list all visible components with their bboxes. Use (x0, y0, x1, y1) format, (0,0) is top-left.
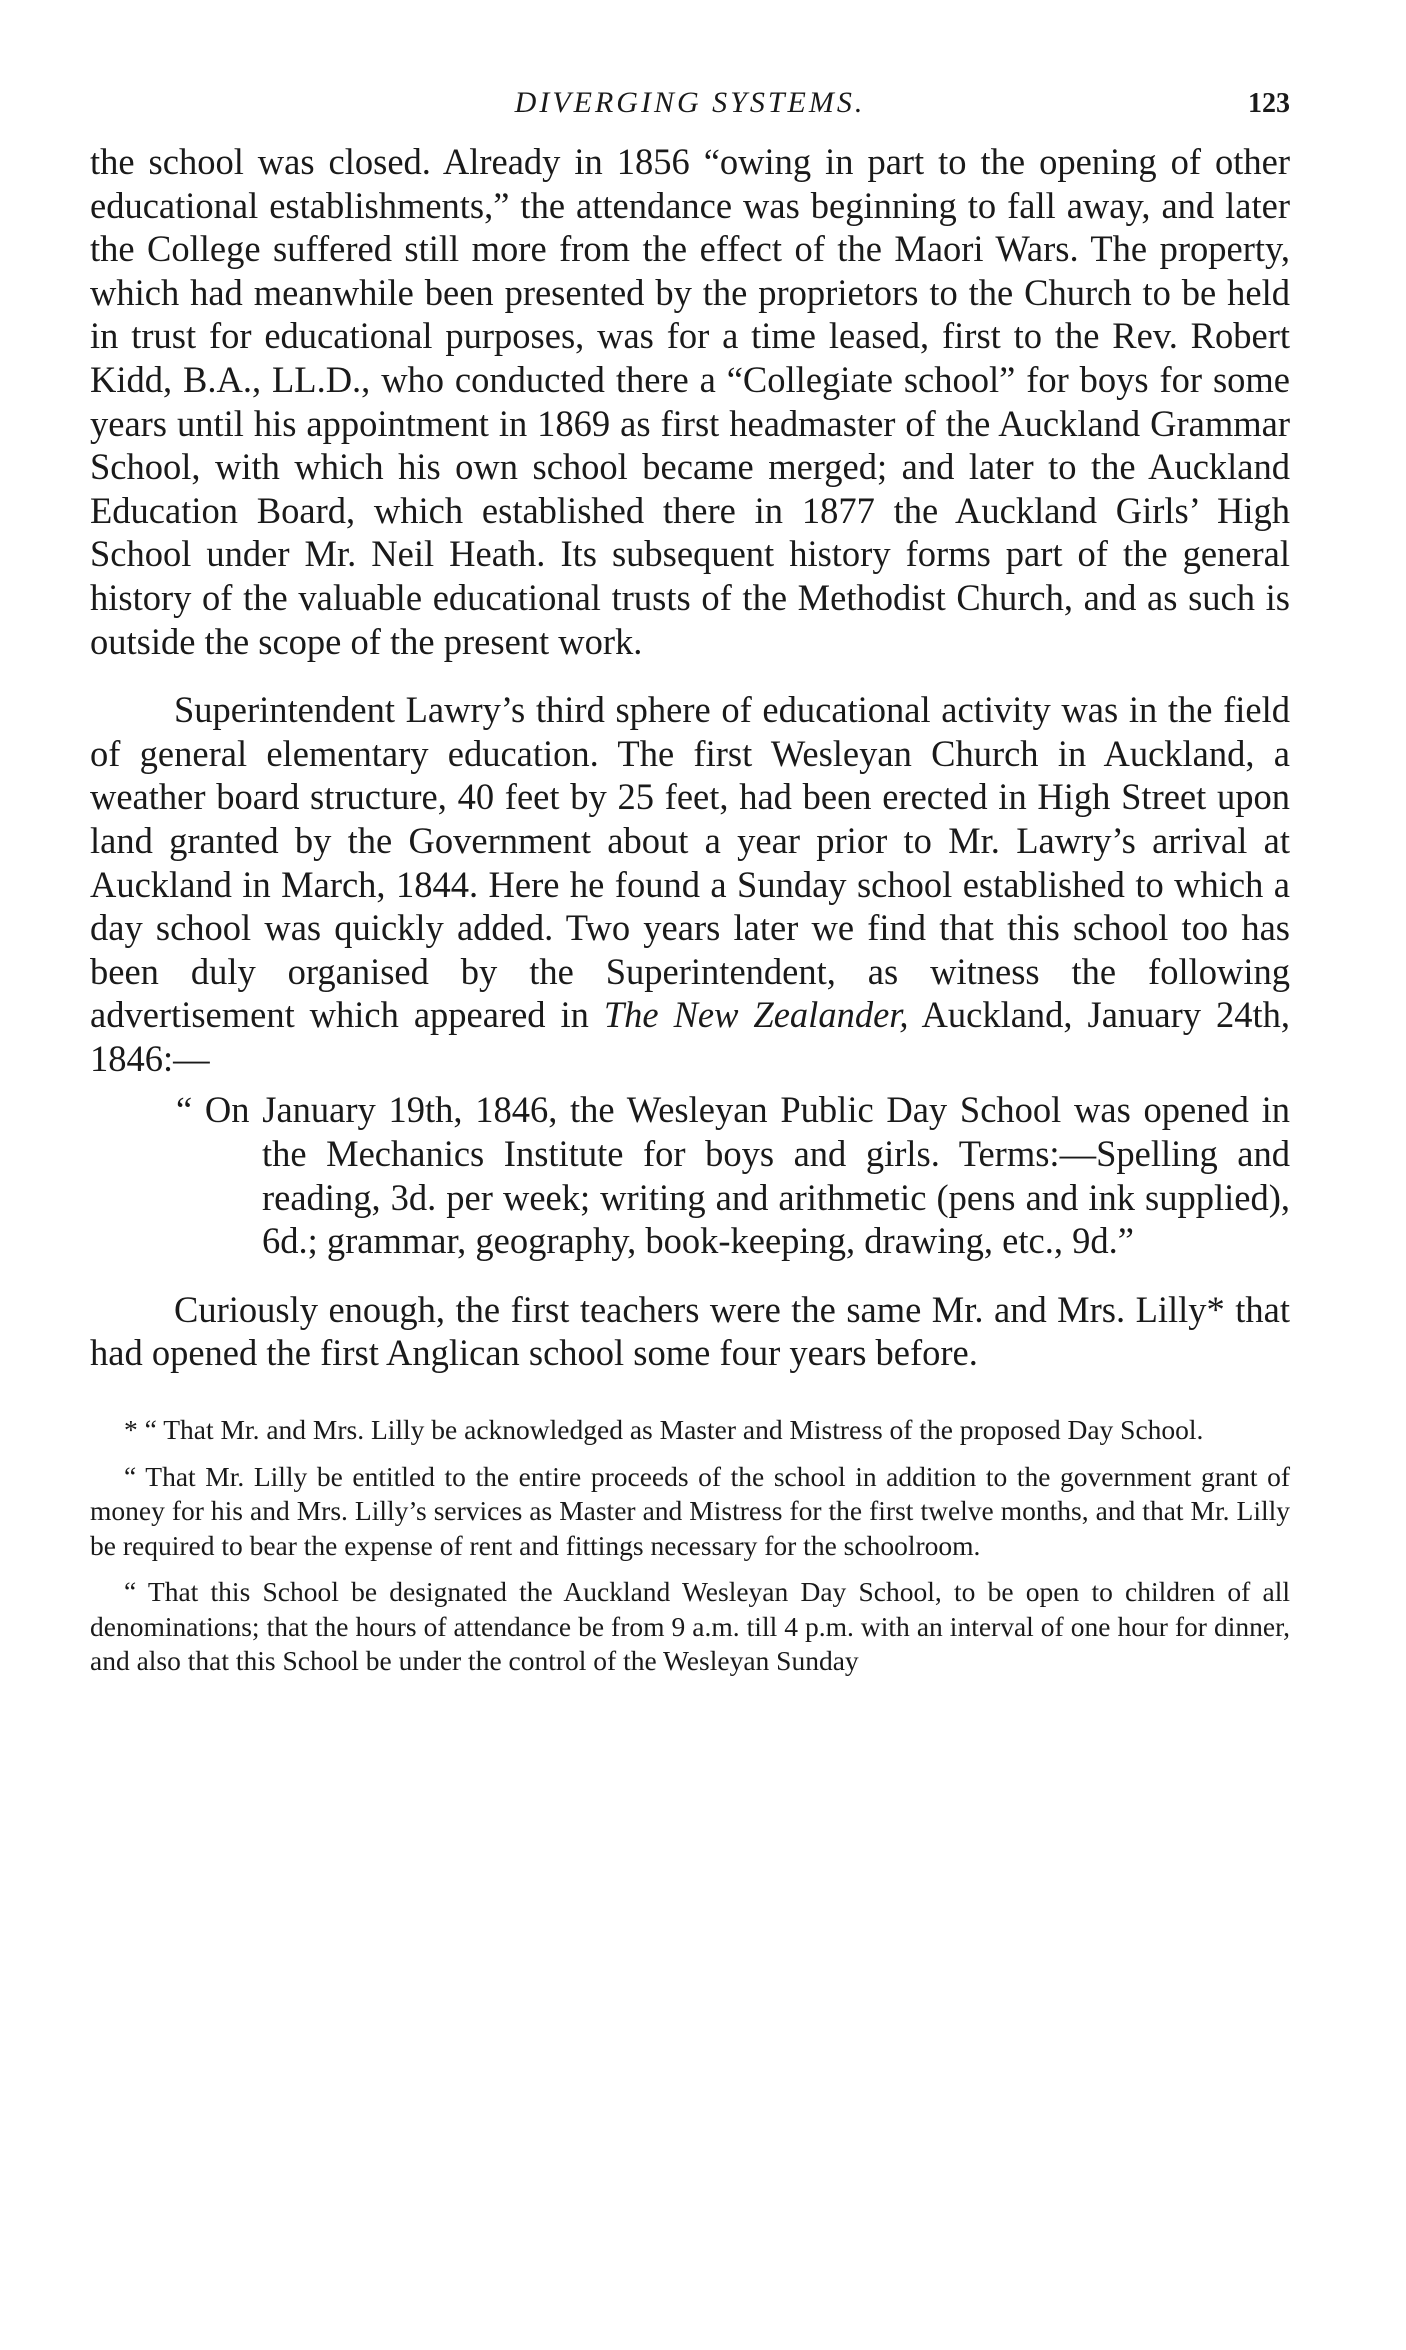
paragraph-lawry-text: Superintendent Lawry’s third sphere of educational activity was in the field of general elementary education. The first Wesleyan Church in Auckland, a weather board structure, 40 feet by 25 feet, had been erected in High Street upon land granted by the Government about a year prior to Mr. Lawry’s arrival at Auckland in March, 1844. Here he found a Sunday school established to which a day school was quickly added. Two years later we find that this school too has been duly organised by the Superintendent, as witness the following advertisement which appeared in (90, 689, 1290, 1036)
page-number: 123 (1248, 88, 1290, 119)
paragraph-continuation: the school was closed. Already in 1856 “owing in part to the opening of other educational establishments,” the attendance was beginning to fall away, and later the College suffered still more from the effect of the Maori Wars. The property, which had meanwhile been presented by the proprietors to the Church to be held in trust for educational purposes, was for a time leased, first to the Rev. Robert Kidd, B.A., LL.D., who conducted there a “Collegiate school” for boys for some years until his appointment in 1869 as first headmaster of the Auckland Grammar School, with which his own school became merged; and later to the Auckland Education Board, which established there in 1877 the Auckland Girls’ High School under Mr. Neil Heath. Its subsequent history forms part of the general history of the valuable educational trusts of the Methodist Church, and as such is outside the scope of the present work. (90, 141, 1290, 662)
page (90, 80, 1290, 1691)
newspaper-title: The New Zealander, (603, 994, 909, 1036)
advertisement-quote: “ On January 19th, 1846, the Wesleyan Public Day School was opened in the Mechanics Institute for boys and girls. Terms:—Spelling and reading, 3d. per week; writing and arithmetic (pens and ink supplied), 6d.; grammar, geography, book-keeping, drawing, etc., 9d.” (176, 1089, 1290, 1262)
body-text (90, 140, 1290, 1375)
footnote: * “ That Mr. and Mrs. Lilly be acknowledged as Master and Mistress of the proposed Day School. (124, 1414, 1204, 1446)
paragraph-teachers: Curiously enough, the first teachers were the same Mr. and Mrs. Lilly* that had opened the first Anglican school some four years before. (90, 1288, 1290, 1374)
paragraph-lawry (90, 688, 1290, 1080)
footnotes (90, 1413, 1290, 1679)
running-title: DIVERGING SYSTEMS. (514, 86, 866, 119)
footnote: “ That this School be designated the Auckland Wesleyan Day School, to be open to children of all denominations; that the hours of attendance be from 9 a.m. till 4 p.m. with an interval of one hour for dinner, and also that this School be under the control of the Wesleyan Sunday (90, 1576, 1290, 1677)
paragraph-lawry-tail: Auckland, January 24th, 1846:— (90, 994, 1290, 1079)
footnote: “ That Mr. Lilly be entitled to the entire proceeds of the school in addition to the government grant of money for his and Mrs. Lilly’s services as Master and Mistress for the first twelve months, and that Mr. Lilly be required to bear the expense of rent and fittings necessary for the schoolroom. (90, 1460, 1290, 1561)
page-header (90, 80, 1290, 140)
